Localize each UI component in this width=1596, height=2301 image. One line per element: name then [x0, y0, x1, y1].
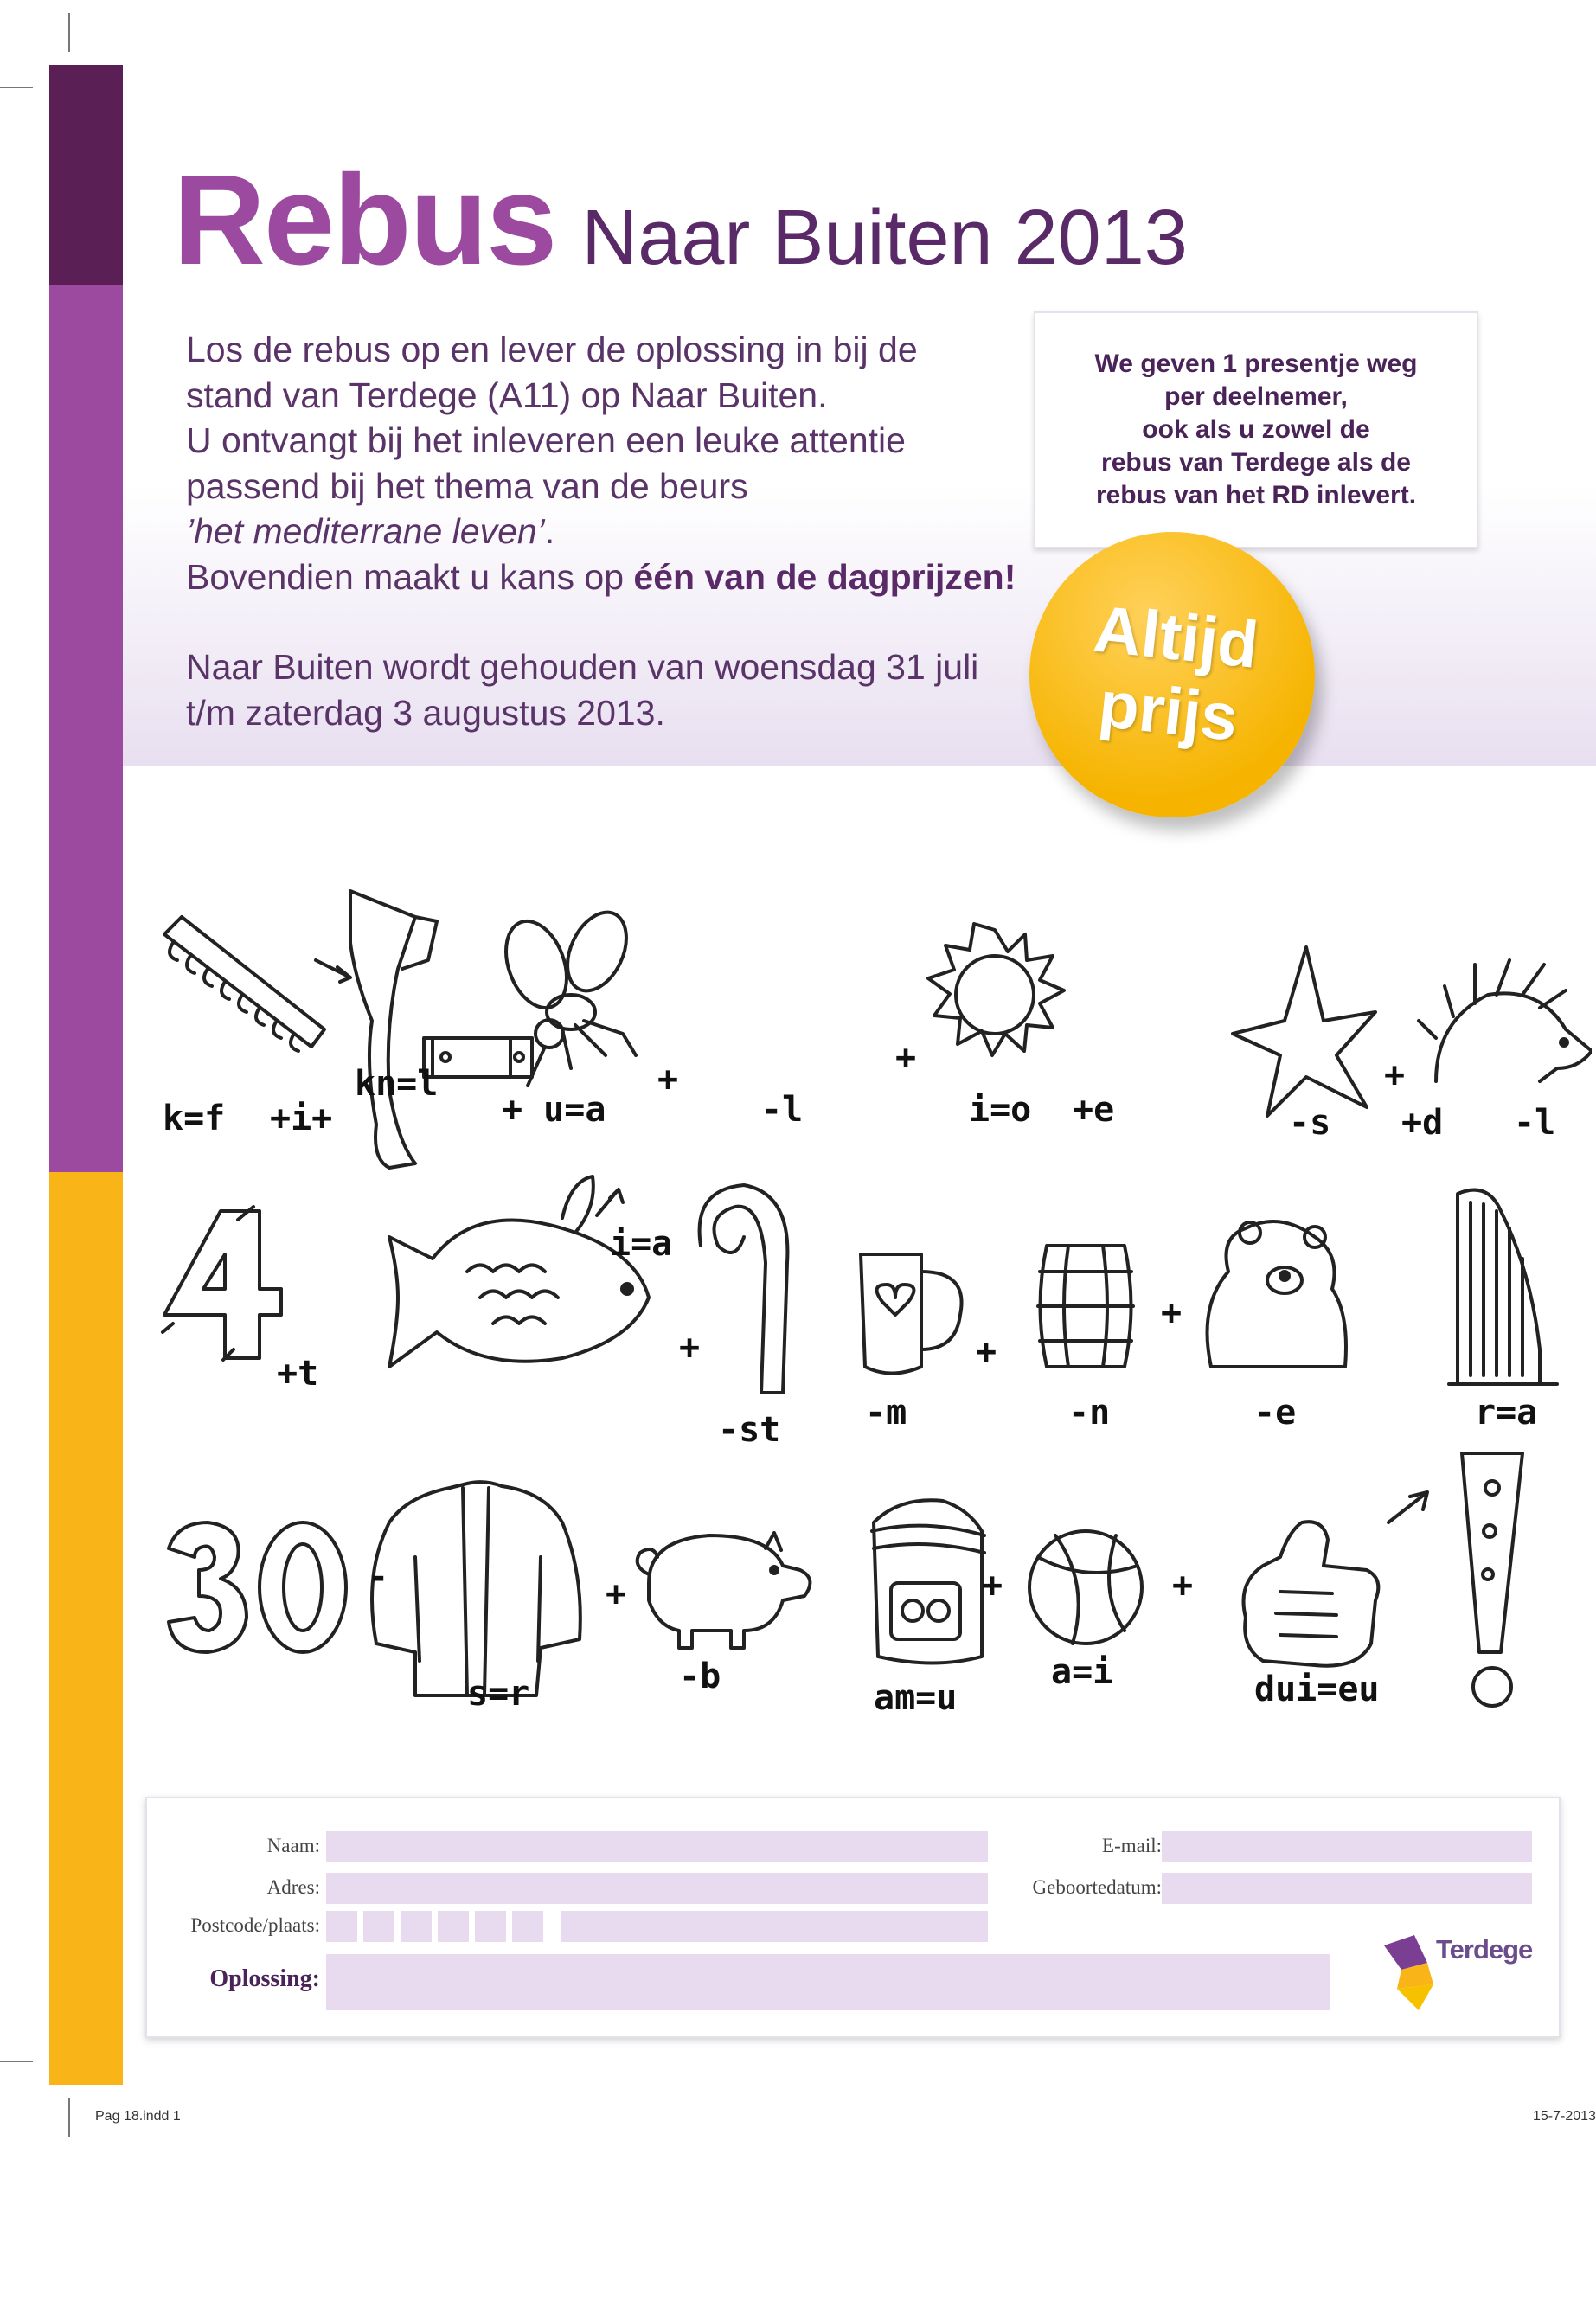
rebus-hint: +	[657, 1060, 679, 1099]
intro-punct: .	[544, 511, 555, 551]
rebus-hint: +	[1384, 1055, 1406, 1095]
rebus-hint: -n	[1068, 1393, 1111, 1433]
intro-line: stand van Terdege (A11) op Naar Buiten.	[186, 375, 828, 415]
email-field[interactable]	[1162, 1831, 1532, 1862]
plaats-field[interactable]	[561, 1911, 988, 1942]
rebus-hint: -st	[718, 1410, 781, 1450]
number-thirty-icon	[169, 1522, 346, 1652]
harp-icon	[1449, 1190, 1557, 1385]
postcode-digit-field[interactable]	[438, 1911, 469, 1942]
postcode-digit-field[interactable]	[363, 1911, 394, 1942]
email-label: E-mail:	[1102, 1835, 1162, 1856]
barrel-icon	[1038, 1246, 1133, 1367]
star-icon	[1233, 947, 1375, 1116]
rebus-hint: -e	[1254, 1393, 1297, 1433]
crop-mark	[68, 2098, 70, 2137]
number-four-icon	[163, 1207, 281, 1360]
sticker-line: prijs	[1095, 667, 1241, 755]
comb-icon	[164, 917, 324, 1051]
crop-mark	[0, 87, 33, 88]
thumb-up-icon	[1244, 1492, 1428, 1666]
rebus-hint: -l	[1514, 1103, 1556, 1143]
rebus-hint: +	[679, 1328, 701, 1368]
staff-icon	[700, 1185, 788, 1393]
intro-line: t/m zaterdag 3 augustus 2013.	[186, 692, 665, 733]
rebus-hint: +	[1161, 1293, 1183, 1333]
hedgehog-icon	[1419, 960, 1592, 1081]
rebus-hint: k=f	[163, 1099, 226, 1138]
ball-icon	[1029, 1531, 1142, 1644]
rebus-hint: +d	[1401, 1103, 1444, 1143]
rebus-hint: +t	[277, 1354, 319, 1394]
exclamation-icon	[1462, 1453, 1522, 1706]
rebus-hint: +	[1172, 1566, 1194, 1606]
stripe-purple	[49, 285, 123, 1172]
rebus-hint: + u=a	[502, 1090, 606, 1130]
prize-highlight: één van de dagprijzen!	[633, 556, 1016, 597]
info-line: We geven 1 presentje weg	[1094, 349, 1418, 378]
sun-icon	[928, 924, 1064, 1055]
rebus-hint: r=a	[1475, 1393, 1538, 1433]
jam-jar-icon	[872, 1500, 984, 1663]
info-line: per deelnemer,	[1164, 382, 1348, 411]
adres-field[interactable]	[326, 1873, 988, 1904]
rebus-hint: a=i	[1051, 1652, 1114, 1692]
footer-left: Pag 18.indd 1	[95, 2109, 181, 2124]
rebus-hint: -m	[865, 1393, 907, 1433]
rebus-hint: -l	[761, 1090, 804, 1130]
postcode-digit-field[interactable]	[326, 1911, 357, 1942]
stripe-dark-purple	[49, 65, 123, 285]
stripe-yellow	[49, 1172, 123, 2085]
drawer-icon	[424, 1038, 532, 1077]
postcode-digit-field[interactable]	[401, 1911, 432, 1942]
rebus-hint: -	[368, 1557, 389, 1597]
rebus-hint: +i+	[270, 1099, 333, 1138]
info-line: rebus van het RD inlevert.	[1095, 481, 1417, 510]
info-line: ook als u zowel de	[1142, 415, 1370, 444]
postcode-digit-field[interactable]	[512, 1911, 543, 1942]
naam-label: Naam:	[266, 1835, 320, 1856]
intro-line	[186, 554, 1051, 600]
rebus-hint: s=r	[467, 1674, 530, 1714]
info-line: rebus van Terdege als de	[1101, 448, 1411, 477]
pig-icon	[638, 1533, 811, 1648]
geboortedatum-label: Geboortedatum:	[1032, 1876, 1162, 1898]
intro-line	[186, 509, 1051, 554]
intro-line: Naar Buiten wordt gehouden van woensdag 31 juli	[186, 647, 979, 687]
crop-mark	[0, 2061, 33, 2062]
rebus-hint: kn=l	[355, 1064, 439, 1104]
rebus-hint: +	[982, 1566, 1003, 1606]
rebus-hint: dui=eu	[1254, 1670, 1380, 1709]
bear-icon	[1208, 1221, 1347, 1367]
oplossing-field[interactable]	[326, 1954, 1330, 2010]
info-box	[1034, 311, 1478, 548]
fish-icon	[389, 1176, 649, 1367]
rebus-hint: +	[976, 1332, 997, 1372]
intro-text	[186, 327, 1051, 735]
crop-mark	[68, 13, 70, 52]
leg-icon	[316, 891, 437, 1168]
title-main: Rebus	[173, 149, 556, 292]
rebus-hint: i=o	[969, 1090, 1032, 1130]
rebus-hint: +e	[1073, 1090, 1115, 1130]
entry-form	[145, 1797, 1561, 2038]
postcode-label: Postcode/plaats:	[190, 1914, 320, 1936]
naam-field[interactable]	[326, 1831, 988, 1862]
rebus-hint: am=u	[874, 1678, 958, 1718]
footer-right: 15-7-2013	[1533, 2109, 1596, 2124]
postcode-digit-field[interactable]	[475, 1911, 506, 1942]
rebus-puzzle	[138, 865, 1592, 1730]
intro-line: passend bij het thema van de beurs	[186, 465, 748, 506]
terdege-logo-text: Terdege	[1436, 1934, 1533, 1965]
intro-line: U ontvangt bij het inleveren een leuke attentie	[186, 420, 906, 460]
rebus-hint: +	[606, 1574, 627, 1614]
jacket-icon	[372, 1482, 580, 1695]
geboortedatum-field[interactable]	[1162, 1873, 1532, 1904]
oplossing-label: Oplossing:	[209, 1965, 320, 1992]
rebus-hint: -s	[1289, 1103, 1331, 1143]
rebus-hint: -b	[679, 1657, 721, 1696]
adres-label: Adres:	[266, 1876, 320, 1898]
intro-text-span: Bovendien maakt u kans op	[186, 556, 634, 597]
rebus-hint: i=a	[610, 1224, 673, 1264]
intro-line: Los de rebus op en lever de oplossing in bij de	[186, 330, 918, 369]
title-sub: Naar Buiten 2013	[581, 195, 1188, 281]
info-box-text	[1095, 348, 1418, 512]
theme-text: ’het mediterrane leven’	[186, 511, 545, 551]
page-title	[173, 147, 1188, 294]
rebus-hint: +	[895, 1038, 917, 1078]
mug-icon	[861, 1254, 962, 1374]
sticker-line: Altijd	[1090, 592, 1262, 683]
